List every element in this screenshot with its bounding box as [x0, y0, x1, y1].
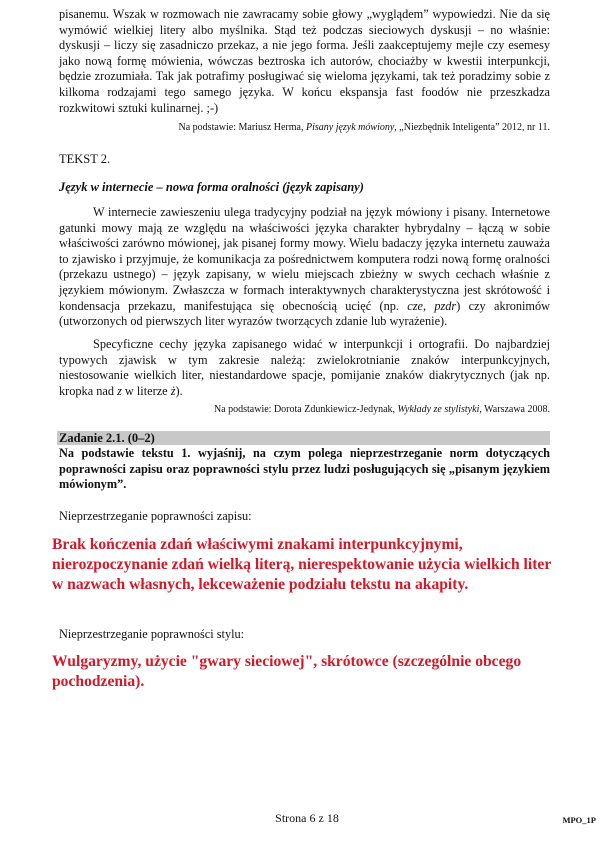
text2-paragraph-1 [59, 205, 550, 330]
source1-title: Pisany język mówiony [305, 122, 395, 133]
label-styl: Nieprzestrzeganie poprawności stylu: [59, 627, 245, 641]
source-text2 [214, 403, 550, 416]
answer-styl: Wulgaryzmy, użycie "gwary sieciowej", skrótowce (szczególnie obcego pochodzenia). [52, 653, 522, 690]
exam-code: MPO_1P [562, 815, 596, 825]
text2-paragraph-2 [59, 337, 550, 399]
source2-suffix: , Warszawa 2008. [479, 404, 550, 415]
text2-p1-b: ) czy akronimów (utworzonych od pierwszych liter wyrazów tworzących zdanie lub wyrażenie). [59, 298, 550, 329]
task-title: Zadanie 2.1. (0–2) [59, 431, 155, 445]
text1-continuation: pisanemu. Wszak w rozmowach nie zawracamy sobie głowy „wyglądem” wypowiedzi. Nie da się wymówić wielkiej litery albo myślnika. Stąd też podczas sieciowych dyskusji – no właśnie: dyskusji – liczy się zasadniczo przekaz, a nie jego forma. Jeśli zaakceptujemy mejle czy esemesy jako nową formę mówienia, wówczas beztroska ich autorów, chociażby w kwestii interpunkcji, będzie zrozumiała. Tak jak potrafimy posługiwać się wieloma językami, tak też poradzimy sobie z kilkoma rodzajami tego samego języka. W końcu ekspansja fast foodów nie przeszkadza rozkwitowi sztuki kulinarnej. ;-) [59, 7, 550, 115]
source-text1 [179, 121, 550, 134]
text2-heading: TEKST 2. [59, 152, 111, 166]
source1-suffix: , „Niezbędnik Inteligenta” 2012, nr 11. [394, 122, 550, 133]
page-number: Strona 6 z 18 [275, 811, 339, 825]
answer-zapis: Brak kończenia zdań właściwymi znakami interpunkcyjnymi, nierozpoczynanie zdań wielką literą, nierespektowanie użycia wielkich liter w nazwach własnych, lekceważenie podziału tekstu na akapity. [52, 536, 551, 593]
source2-title: Wykłady ze stylistyki [397, 404, 480, 415]
label-zapis: Nieprzestrzeganie poprawności zapisu: [59, 509, 252, 523]
text2-subtitle: Język w internecie – nowa forma oralności (język zapisany) [59, 180, 364, 194]
text2-p1-a: W internecie zawieszeniu ulega tradycyjny podział na język mówiony i pisany. Internetowe gatunki mowy mają ze względu na właściwości języka charakter hybrydalny – łączą w sobie właściwości zarówno mówionej, jak pisanej formy mowy. Wielu badaczy języka internetu zauważa to zjawisko i przyjmuje, że komunikacja za pośrednictwem komputera rodzi nową formę oralności (przekazu ustnego) – język zapisany, w wielu miejscach zbieżny w swych cechach właśnie z językiem mówionym. Zwłaszcza w formach interaktywnych charakterystyczna jest skrótowość i kondensacja przekazu, manifestująca się obecnością ucięć (np. [59, 205, 550, 313]
text2-p2-zz: ż [170, 383, 176, 398]
text2-p1-example: cze, pzdr [407, 298, 457, 313]
text2-p2-end: ). [175, 383, 183, 398]
source1-prefix: Na podstawie: Mariusz Herma, [178, 122, 306, 133]
text2-p2-a: Specyficzne cechy języka zapisanego widać w interpunkcji i ortografii. Do najbardziej typowych zjawisk w tym zakresie należą: zwielokrotnianie znaków interpunkcyjnych, niestosowanie wielkich liter, niestandardowe spacje, pomijanie znaków diakrytycznych (jak np. kropka nad [59, 337, 550, 398]
text2-p2-mid: w literze [121, 383, 171, 398]
task-question: Na podstawie tekstu 1. wyjaśnij, na czym polega nieprzestrzeganie norm dotyczących poprawności zapisu oraz poprawności stylu przez ludzi posługujących się „pisanym językiem mówionym”. [59, 446, 550, 492]
text2-p2-z: z [117, 383, 122, 398]
source2-prefix: Na podstawie: Dorota Zdunkiewicz-Jedynak, [213, 404, 398, 415]
